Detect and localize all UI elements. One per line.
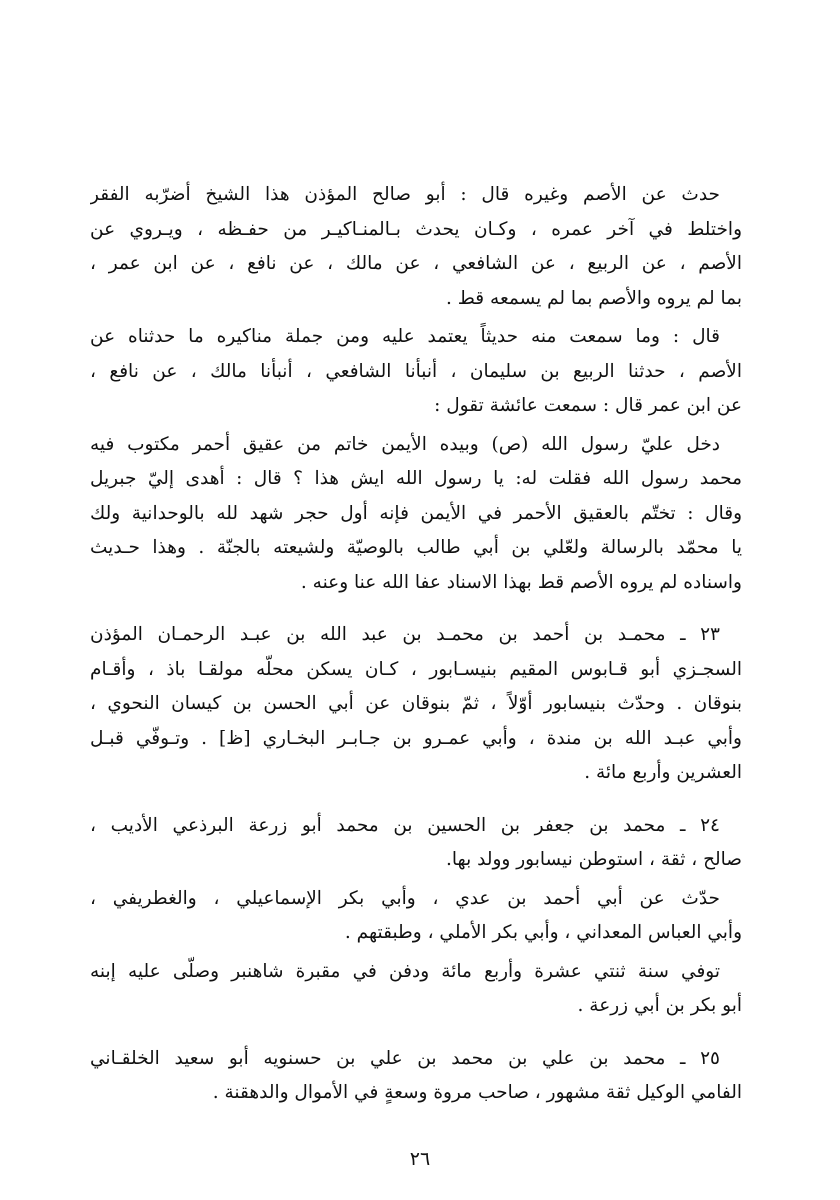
text-line: واسناده لم يروه الأصم قط بهذا الاسناد عفا الله عنا وعنه . bbox=[300, 571, 742, 593]
text-line: محمد رسول الله فقلت له: يا رسول الله ايش هذا ؟ قال : أهدى إليّ جبريل bbox=[90, 468, 742, 489]
page-number: ٢٦ bbox=[409, 1148, 431, 1170]
text-line: واختلط في آخر عمره ، وكـان يحدث بـالمنـاكيـر من حفـظه ، ويـروي عن bbox=[90, 218, 742, 240]
page-text bbox=[90, 178, 742, 1111]
paragraph-entry-24-teachers bbox=[90, 882, 742, 951]
text-line: العشرين وأربع مائة . bbox=[584, 762, 742, 783]
text-line: يا محمّد بالرسالة ولعّلي بن أبي طالب بالوصيّة ولشيعته بالجنّة . وهذا حـديث bbox=[90, 537, 742, 558]
text-line: بما لم يروه والأصم بما لم يسمعه قط . bbox=[445, 287, 742, 309]
text-line: عن ابن عمر قال : سمعت عائشة تقول : bbox=[434, 395, 742, 416]
text-line: حدث عن الأصم وغيره قال : أبو صالح المؤذن هذا الشيخ أضرّبه الفقر bbox=[90, 184, 720, 205]
entry-24 bbox=[90, 809, 742, 878]
entry-23 bbox=[90, 618, 742, 791]
entry-25 bbox=[90, 1042, 742, 1111]
text-line: الفامي الوكيل ثقة مشهور ، صاحب مروة وسعةٍ في الأموال والدهقنة . bbox=[212, 1082, 742, 1103]
paragraph-hadith-text bbox=[90, 428, 742, 601]
entry-heading-line: ٢٣ ـ محمـد بن أحمد بن محمـد بن عبد الله بن عبـد الرحمـان المؤذن bbox=[90, 624, 720, 645]
text-line: الأصم ، حدثنا الربيع بن سليمان ، أنبأنا الشافعي ، أنبأنا مالك ، عن نافع ، bbox=[90, 360, 742, 382]
entry-heading-line: ٢٤ ـ محمد بن جعفر بن الحسين بن محمد أبو زرعة البرذعي الأديب ، bbox=[90, 814, 720, 836]
text-line: توفي سنة ثنتي عشرة وأربع مائة ودفن في مقبرة شاهنبر وصلّى عليه إبنه bbox=[90, 960, 720, 982]
text-line: حدّث عن أبي أحمد بن عدي ، وأبي بكر الإسماعيلي ، والغطريفي ، bbox=[90, 887, 720, 909]
text-line: صالح ، ثقة ، استوطن نيسابور وولد بها. bbox=[446, 849, 742, 870]
text-line: وأبي العباس المعداني ، وأبي بكر الأملي ، وطبقتهم . bbox=[344, 922, 742, 943]
paragraph-entry-24-death bbox=[90, 955, 742, 1024]
paragraph-abu-salih-narration bbox=[90, 178, 742, 316]
text-line: السجـزي أبو قـابوس المقيم بنيسـابور ، كـان يسكن محلّه مولقـا باذ ، وأقـام bbox=[90, 658, 742, 680]
text-line: الأصم ، عن الربيع ، عن الشافعي ، عن مالك ، عن نافع ، عن ابن عمر ، bbox=[90, 253, 742, 274]
text-line: بنوقان . وحدّث بنيسابور أوّلاً ، ثمّ بنوقان عن أبي الحسن بن كيسان النحوي ، bbox=[90, 693, 742, 714]
text-line: دخل عليّ رسول الله (ص) وبيده الأيمن خاتم من عقيق أحمر مكتوب فيه bbox=[90, 433, 720, 455]
text-line: أبو بكر بن أبي زرعة . bbox=[577, 995, 742, 1016]
paragraph-munkar-hadith-intro bbox=[90, 320, 742, 424]
text-line: وقال : تختّم بالعقيق الأحمر في الأيمن فإنه أول حجر شهد لله بالوحدانية ولك bbox=[90, 502, 742, 524]
entry-heading-line: ٢٥ ـ محمد بن علي بن محمد بن علي بن حسنويه أبو سعيد الخلقـاني bbox=[90, 1047, 720, 1069]
text-line: وأبي عبـد الله بن مندة ، وأبي عمـرو بن جـابـر البخـاري [ظ] . وتـوفّي قبـل bbox=[90, 727, 742, 749]
text-line: قال : وما سمعت منه حديثاً يعتمد عليه ومن جملة مناكيره ما حدثناه عن bbox=[90, 326, 720, 347]
